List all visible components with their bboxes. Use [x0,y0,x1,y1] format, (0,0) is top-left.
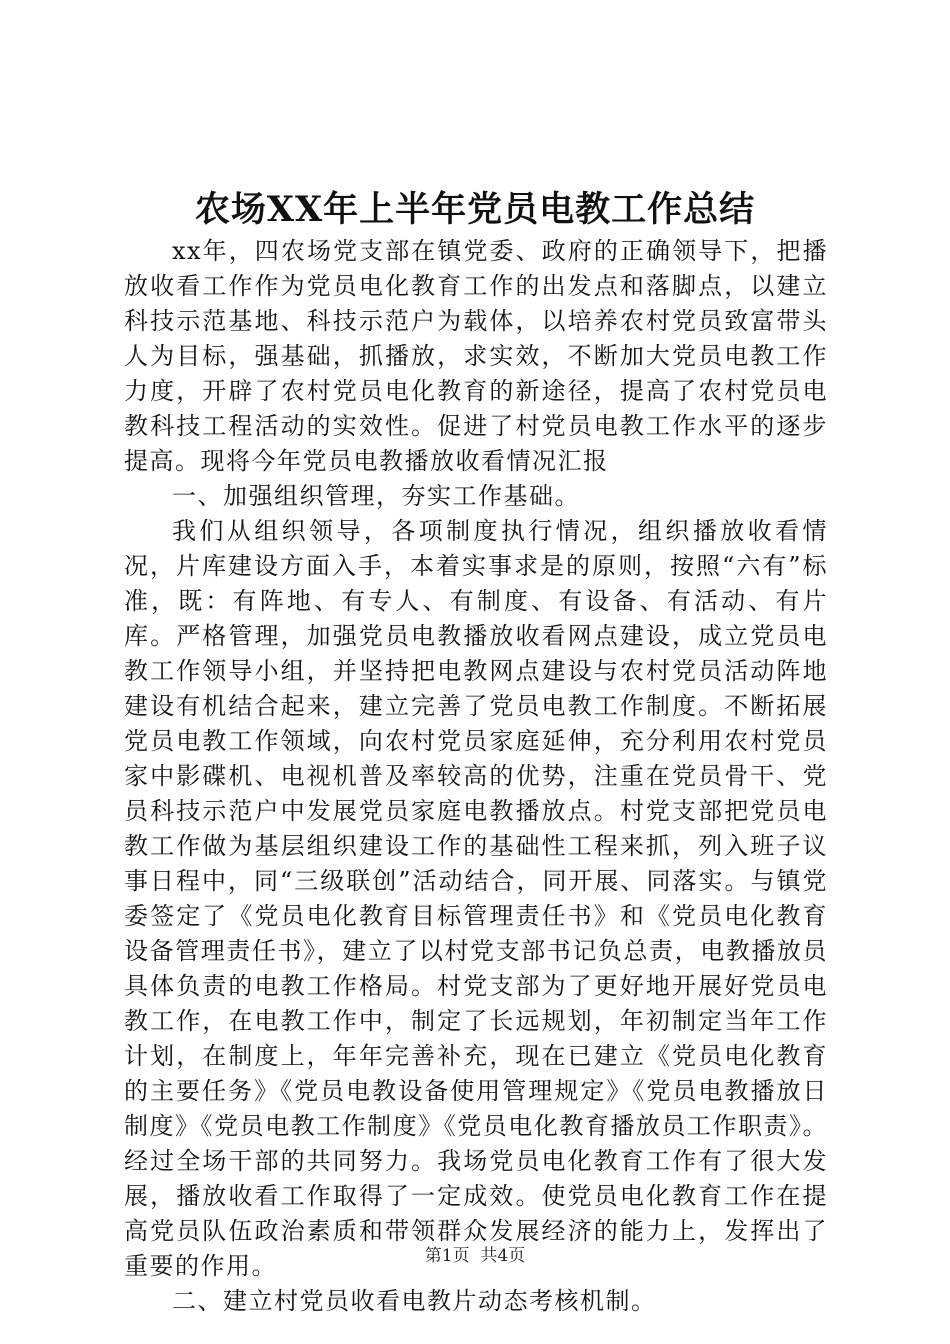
section-heading-1: 一、加强组织管理，夯实工作基础。 [172,482,580,510]
document-title: 农场XX年上半年党员电教工作总结 [194,189,756,230]
section-1-paragraph: 我们从组织领导，各项制度执行情况，组织播放收看情况，片库建设方面入手，本着实事求是的原则，按照“六有”标准，既：有阵地、有专人、有制度、有设备、有活动、有片库。严格管理，加强党员电教播放收看网点建设，成立党员电教工作领导小组，并坚持把电教网点建设与农村党员活动阵地建设有机结合起来，建立完善了党员电教工作制度。不断拓展党员电教工作领域，向农村党员家庭延伸，充分利用农村党员家中影碟机、电视机普及率较高的优势，注重在党员骨干、党员科技示范户中发展党员家庭电教播放点。村党支部把党员电教工作做为基层组织建设工作的基础性工程来抓，列入班子议事日程中，同“三级联创”活动结合，同开展、同落实。与镇党委签定了《党员电化教育目标管理责任书》和《党员电化教育设备管理责任书》，建立了以村党支部书记负总责，电教播放员具体负责的电教工作格局。村党支部为了更好地开展好党员电教工作，在电教工作中，制定了长远规划，年初制定当年工作计划，在制度上，年年完善补充，现在已建立《党员电化教育的主要任务》《党员电教设备使用管理规定》《党员电教播放日制度》《党员电教工作制度》《党员电化教育播放员工作职责》。经过全场干部的共同努力。我场党员电化教育工作有了很大发展，播放收看工作取得了一定成效。使党员电化教育工作在提高党员队伍政治素质和带领群众发展经济的能力上，发挥出了重要的作用。 [124,517,828,1280]
footer-spacer [470,1246,481,1266]
section-heading-2: 二、建立村党员收看电教片动态考核机制。 [172,1287,657,1315]
page-footer [0,1244,950,1268]
intro-paragraph: xx年，四农场党支部在镇党委、政府的正确领导下，把播放收看工作作为党员电化教育工作的出发点和落脚点，以建立科技示范基地、科技示范户为载体，以培养农村党员致富带头人为目标，强基础，抓播放，求实效，不断加大党员电教工作力度，开辟了农村党员电化教育的新途径，提高了农村党员电教科技工程活动的实效性。促进了村党员电教工作水平的逐步提高。现将今年党员电教播放收看情况汇报 [124,237,828,475]
page-number: 第1页 [424,1246,470,1266]
page-total: 共4页 [480,1246,526,1266]
document-body [124,234,828,1319]
